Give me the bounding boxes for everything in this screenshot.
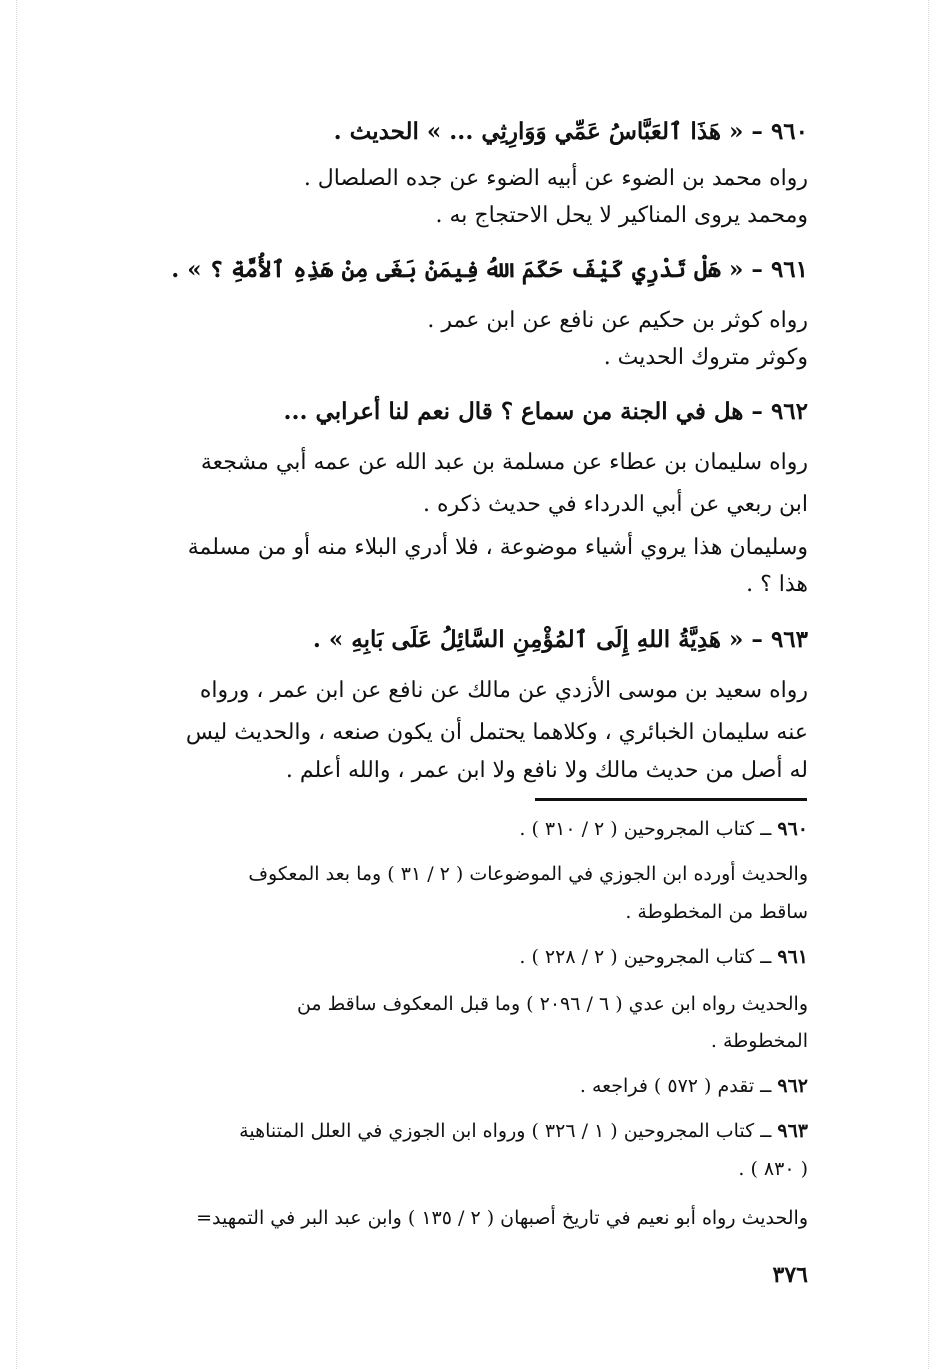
footnote-text: المخطوطة . (710, 1030, 808, 1052)
footnote-line (128, 943, 808, 971)
footnote-text: والحديث رواه ابن عدي ( ٦ / ٢٠٩٦ ) وما قبل المعكوف ساقط من (296, 993, 808, 1015)
hadith-commentary-line: وسليمان هذا يروي أشياء موضوعة ، فلا أدري البلاء منه أو من مسلمة (187, 535, 808, 560)
footnote-line (128, 1117, 808, 1145)
footnote-text: ــ تقدم ( ٥٧٢ ) فراجعه . (579, 1075, 772, 1097)
footnote-text: ( ٨٣٠ ) . (738, 1158, 808, 1180)
footnote-line (128, 990, 808, 1018)
footnote-number: ٩٦٠ (777, 818, 808, 840)
footnote-line (128, 1155, 808, 1183)
hadith-commentary-line: رواه محمد بن الضوء عن أبيه الضوء عن جده الصلصال . (303, 166, 808, 191)
hadith-heading-961 (128, 254, 808, 286)
footnote-text: ــ كتاب المجروحين ( ٢ / ٢٢٨ ) . (519, 946, 772, 968)
hadith-commentary-line: ومحمد يروى المناكير لا يحل الاحتجاج به . (435, 203, 808, 228)
hadith-heading-text: – « هَلْ تَدْرِي كَيْفَ حَكَمَ اللهُ فِيمَنْ بَغَى مِنْ هَذِهِ ٱلأُمَّةِ ؟ » . (171, 256, 763, 283)
hadith-commentary-line: عنه سليمان الخبائري ، وكلاهما يحتمل أن يكون صنعه ، والحديث ليس (185, 720, 808, 745)
footnote-number: ٩٦٣ (777, 1120, 808, 1142)
footnote-text: والحديث رواه أبو نعيم في تاريخ أصبهان ( ٢ / ١٣٥ ) وابن عبد البر في التمهيد= (196, 1207, 808, 1229)
page-guide-line (928, 0, 929, 1369)
hadith-heading-text: – « هَدِيَّةُ اللهِ إِلَى ٱلمُؤْمِنِ السَّائِلُ عَلَى بَابِهِ » . (312, 626, 763, 653)
hadith-heading-text: – هل في الجنة من سماع ؟ قال نعم لنا أعرابي ... (283, 398, 763, 425)
footnote-number: ٩٦١ (777, 946, 808, 968)
page-number: ٣٧٦ (772, 1262, 808, 1288)
hadith-commentary-line: ابن ربعي عن أبي الدرداء في حديث ذكره . (423, 492, 808, 517)
hadith-number: ٩٦٣ (770, 626, 808, 653)
footnote-line (128, 860, 808, 888)
hadith-commentary-line: رواه كوثر بن حكيم عن نافع عن ابن عمر . (427, 308, 808, 333)
footnote-line (128, 1204, 808, 1232)
page-guide-line (16, 0, 17, 1369)
footnote-text: ساقط من المخطوطة . (625, 901, 808, 923)
footnote-text: ــ كتاب المجروحين ( ٢ / ٣١٠ ) . (519, 818, 772, 840)
hadith-number: ٩٦١ (770, 256, 808, 283)
hadith-commentary-line: رواه سليمان بن عطاء عن مسلمة بن عبد الله عن عمه أبي مشجعة (200, 450, 808, 475)
hadith-heading-text: – « هَذَا ٱلعَبَّاسُ عَمِّي وَوَارِثِي ... » الحديث . (333, 118, 763, 145)
footnote-line (128, 1072, 808, 1100)
hadith-commentary-line: رواه سعيد بن موسى الأزدي عن مالك عن نافع عن ابن عمر ، ورواه (199, 678, 808, 703)
hadith-commentary-line: له أصل من حديث مالك ولا نافع ولا ابن عمر ، والله أعلم . (285, 758, 808, 783)
footnote-number: ٩٦٢ (777, 1075, 808, 1097)
hadith-number: ٩٦٠ (770, 118, 808, 145)
hadith-commentary-line: وكوثر متروك الحديث . (603, 345, 808, 370)
hadith-number: ٩٦٢ (770, 398, 808, 425)
hadith-heading-963 (128, 624, 808, 656)
hadith-commentary-line: هذا ؟ . (746, 572, 808, 597)
footnote-line (128, 815, 808, 843)
hadith-heading-960 (128, 116, 808, 148)
footnote-separator (535, 798, 807, 801)
hadith-heading-962 (128, 396, 808, 428)
footnote-text: والحديث أورده ابن الجوزي في الموضوعات ( ٢ / ٣١ ) وما بعد المعكوف (248, 863, 808, 885)
footnote-text: ــ كتاب المجروحين ( ١ / ٣٢٦ ) ورواه ابن الجوزي في العلل المتناهية (239, 1120, 772, 1142)
footnote-line (128, 1027, 808, 1055)
footnote-line (128, 898, 808, 926)
